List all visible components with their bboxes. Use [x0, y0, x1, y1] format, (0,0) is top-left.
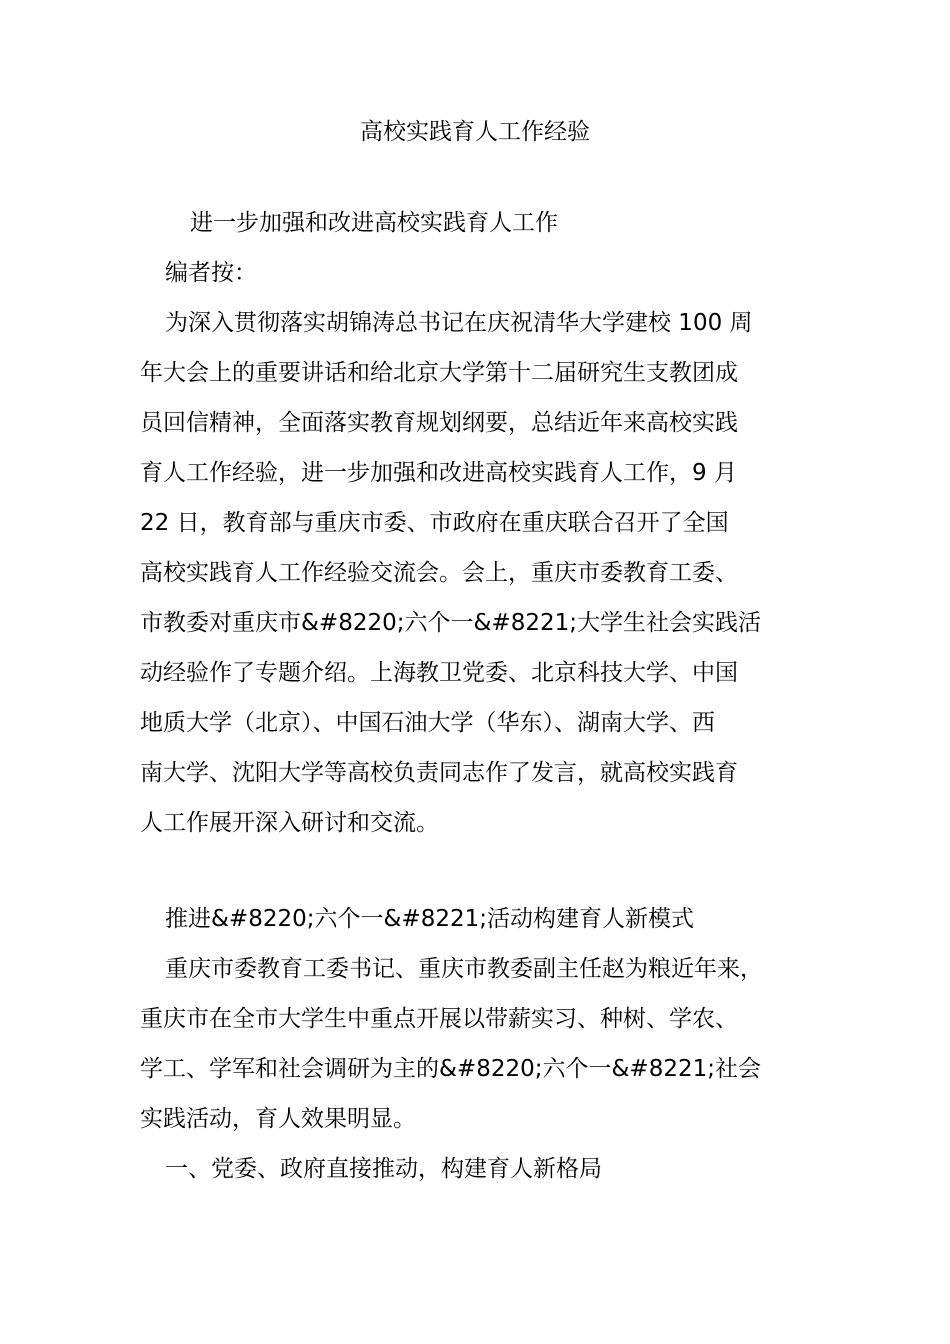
paragraph-line: 人工作展开深入研讨和交流。: [140, 810, 439, 836]
paragraph-line: 重庆市委教育工委书记、重庆市教委副主任赵为粮近年来，: [165, 956, 763, 982]
paragraph-line: 员回信精神，全面落实教育规划纲要，总结近年来高校实践: [140, 410, 738, 436]
article-subtitle: 进一步加强和改进高校实践育人工作: [190, 210, 558, 236]
editor-note-label: 编者按：: [165, 260, 257, 286]
paragraph-line: 学工、学军和社会调研为主的&#8220;六个一&#8221;社会: [140, 1056, 761, 1082]
paragraph-line: 地质大学（北京）、中国石油大学（华东）、湖南大学、西: [140, 710, 715, 736]
paragraph-line: 高校实践育人工作经验交流会。会上，重庆市委教育工委、: [140, 560, 738, 586]
paragraph-line: 为深入贯彻落实胡锦涛总书记在庆祝清华大学建校 100 周: [165, 310, 753, 336]
document-title: 高校实践育人工作经验: [360, 119, 590, 145]
paragraph-line: 南大学、沈阳大学等高校负责同志作了发言，就高校实践育: [140, 760, 738, 786]
point-heading: 一、党委、政府直接推动，构建育人新格局: [165, 1156, 602, 1182]
paragraph-line: 实践活动，育人效果明显。: [140, 1106, 416, 1132]
paragraph-line: 市教委对重庆市&#8220;六个一&#8221;大学生社会实践活: [140, 610, 761, 636]
paragraph-line: 育人工作经验，进一步加强和改进高校实践育人工作，9 月: [140, 460, 737, 486]
paragraph-line: 动经验作了专题介绍。上海教卫党委、北京科技大学、中国: [140, 660, 738, 686]
paragraph-line: 22 日，教育部与重庆市委、市政府在重庆联合召开了全国: [140, 510, 729, 536]
paragraph-line: 年大会上的重要讲话和给北京大学第十二届研究生支教团成: [140, 360, 738, 386]
section-heading: 推进&#8220;六个一&#8221;活动构建育人新模式: [165, 906, 694, 932]
paragraph-line: 重庆市在全市大学生中重点开展以带薪实习、种树、学农、: [140, 1006, 738, 1032]
